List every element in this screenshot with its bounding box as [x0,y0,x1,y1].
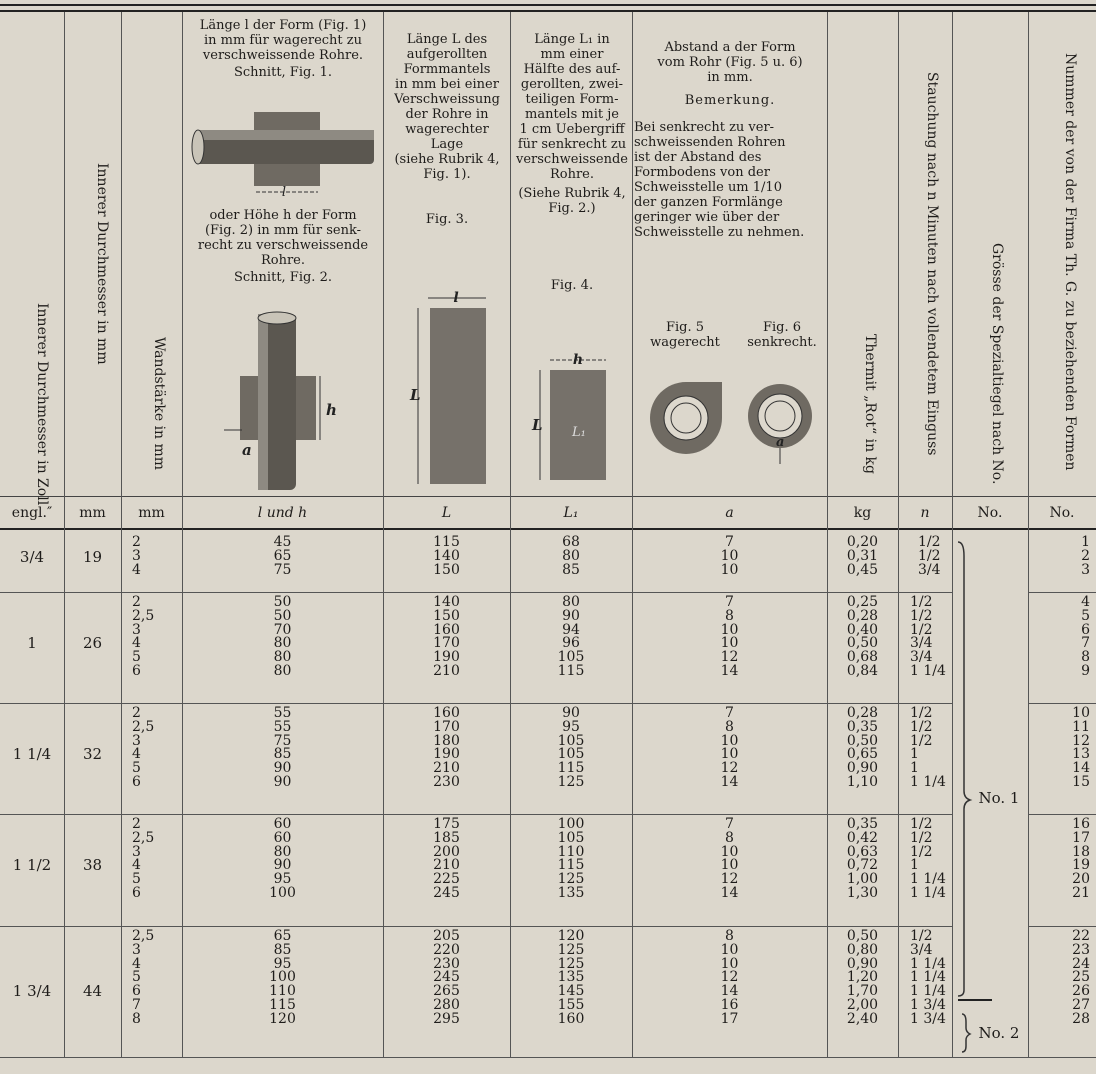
header-L1-line: Länge L₁ in [534,32,610,47]
cell-L: 115 140 150 [433,534,460,578]
cell-a: 7 8 10 10 12 14 [720,705,739,790]
header-L1-line: Hälfte des auf- [523,62,621,77]
fig5-illustration [646,378,736,462]
header-a-bem-line: der ganzen Formlänge [634,195,783,210]
cell-no: 10 11 12 13 14 15 [1072,705,1090,790]
header-L1-line: (Siehe Rubrik 4, [518,186,626,201]
fig2-a-label: a [242,441,252,459]
cell-mm: 44 [82,982,103,1000]
header-L-line: der Rohre in [405,107,489,122]
fig5-sub: wagerecht [650,335,720,350]
fig6-caption [738,320,826,350]
fig6-sub: senkrecht. [747,335,817,350]
cell-L: 175 185 200 210 225 245 [433,816,460,901]
header-stauchung: Stauchung nach n Minuten nach vollendetem Einguss [924,72,940,456]
unit-L1: L₁ [563,505,579,521]
cell-kg: 0,25 0,28 0,40 0,50 0,68 0,84 [846,594,879,679]
fig3-l-label: l [453,290,459,306]
header-a-bem-line: Schweisstelle zu nehmen. [634,225,805,240]
cell-wand: 2 2,5 3 4 5 6 [132,705,155,790]
unit-zoll: engl.″ [11,505,53,521]
header-a-line: vom Rohr (Fig. 5 u. 6) [657,55,803,70]
cell-L: 160 170 180 190 210 230 [433,705,460,790]
header-a-bem-line: Formbodens von der [634,165,770,180]
header-a-bem-line: schweissenden Rohren [634,135,786,150]
header-form-line: Schnitt, Fig. 2. [234,270,332,285]
unit-kg: kg [853,505,872,521]
fig4-illustration [530,352,620,487]
header-form-line: oder Höhe h der Form [209,208,357,223]
header-L-line: wagerechter [405,122,489,137]
header-nummer: Nummer der von der Firma Th. G. zu beziehenden Formen [1062,53,1078,471]
header-L-line: Lage [430,137,464,152]
cell-wand: 2 2,5 3 4 5 6 [132,594,155,679]
group-rule [0,926,952,927]
header-zoll: Innerer Durchmesser in Zoll [34,302,50,506]
group-rule [1028,703,1096,704]
cell-zoll: 3/4 [19,548,45,566]
header-L-line: aufgerollten [406,47,488,62]
cell-wand: 2 2,5 3 4 5 6 [132,816,155,901]
header-L-line: (siehe Rubrik 4, [394,152,500,167]
fig3-illustration [408,290,498,490]
header-a-line: Abstand a der Form [664,40,796,55]
header-L1-line: für senkrecht zu [517,137,627,152]
cell-n: 1/2 1/2 1/2 3/4 3/4 1 1/4 [910,594,946,679]
cell-kg: 0,50 0,80 0,90 1,20 1,70 2,00 2,40 [846,928,879,1027]
header-L-line: Fig. 1). [423,167,471,182]
fig6-a-label: a [776,435,785,450]
cell-a: 7 8 10 10 12 14 [720,816,739,901]
cell-lh: 55 55 75 85 90 90 [273,705,292,790]
fig5-caption [640,320,730,350]
header-L1-line: mm einer [540,47,604,62]
header-L [385,32,509,227]
fig4-h-label: h [572,352,584,368]
header-L-line: Verschweissung [394,92,500,107]
col-line [898,12,899,1057]
cell-L: 140 150 160 170 190 210 [433,594,460,679]
fig6-title: Fig. 6 [762,320,802,335]
header-a-bem-line: Schweisstelle um 1/10 [634,180,782,195]
cell-kg: 0,35 0,42 0,63 0,72 1,00 1,30 [846,816,879,901]
header-L1-line: Fig. 2.) [548,201,596,216]
header-L1-line: gerollten, zwei- [520,77,624,92]
top-rule [0,4,1096,6]
cell-lh: 45 65 75 [273,534,292,578]
cell-L1: 80 90 94 96 105 115 [557,594,585,679]
cell-lh: 65 85 95 100 110 115 120 [269,928,296,1027]
header-L1-fig: Fig. 4. [550,278,594,293]
tiegel-no2: No. 2 [978,1024,1020,1042]
cell-no: 1 2 3 [1081,534,1090,578]
cell-kg: 0,28 0,35 0,50 0,65 0,90 1,10 [846,705,879,790]
col-line [64,12,65,1057]
cell-no: 16 17 18 19 20 21 [1072,816,1090,901]
header-L-fig: Fig. 3. [425,212,469,227]
fig2-illustration [220,310,340,492]
fig4-L1-label: L₁ [572,425,586,440]
cell-n: 1/2 1/2 3/4 [918,534,941,578]
header-a-bem-line: ist der Abstand des [634,150,762,165]
header-form-line: Rohre. [260,253,306,268]
cell-wand: 2 3 4 [132,534,141,578]
unit-mm: mm [79,505,106,521]
unit-tiegel: No. [977,505,1003,521]
unit-nummer: No. [1049,505,1075,521]
header-form [184,18,382,80]
cell-kg: 0,20 0,31 0,45 [846,534,879,578]
unit-n: n [920,505,930,521]
header-L1-line: Rohre. [549,167,595,182]
header-L1-line: mantels mit je [525,107,619,122]
header-L-line: in mm bei einer [395,77,499,92]
unit-a: a [725,505,734,521]
cell-L1: 90 95 105 105 115 125 [557,705,585,790]
col-line [121,12,122,1057]
cell-wand: 2,5 3 4 5 6 7 8 [132,928,155,1027]
cell-no: 22 23 24 25 26 27 28 [1072,928,1090,1027]
cell-zoll: 1 3/4 [12,982,52,1000]
cell-L1: 100 105 110 115 125 135 [557,816,585,901]
header-form-line: (Fig. 2) in mm für senk- [204,223,362,238]
header-a-line: in mm. [707,70,753,85]
cell-L: 205 220 230 245 265 280 295 [433,928,460,1027]
cell-lh: 60 60 80 90 95 100 [269,816,296,901]
bottom-rule [0,1057,1096,1058]
header-form-line: recht zu verschweissende [197,238,369,253]
group-rule [0,703,952,704]
header-form-line: Länge l der Form (Fig. 1) [199,18,367,33]
fig5-title: Fig. 5 [665,320,705,335]
group-rule [1028,926,1096,927]
group-rule [1028,592,1096,593]
cell-L1: 68 80 85 [562,534,580,578]
fig1-illustration [188,108,380,198]
cell-L1: 120 125 125 135 145 155 160 [557,928,585,1027]
fig4-L-label: L [532,416,543,434]
header-L-line: Länge L des [406,32,488,47]
cell-mm: 26 [82,634,103,652]
unit-lh: l und h [257,505,308,521]
header-a-bemerkung [634,120,826,240]
cell-zoll: 1 [27,634,37,652]
header-L1 [512,32,632,293]
cell-no: 4 5 6 7 8 9 [1081,594,1090,679]
top-rule-2 [0,10,1096,12]
fig3-L-label: L [410,386,421,404]
header-mm: Innerer Durchmesser in mm [94,163,110,365]
header-thermit: Thermit „Rot“ in kg [862,333,878,474]
unit-L: L [441,505,452,521]
cell-zoll: 1 1/4 [12,745,52,763]
group-rule [1028,814,1096,815]
cell-mm: 19 [82,548,103,566]
header-wand: Wandstärke in mm [151,337,167,471]
header-form-2 [184,208,382,285]
header-L1-line: verschweissende [516,152,628,167]
header-tiegel: Grösse der Spezialtiegel nach No. [989,243,1005,485]
cell-lh: 50 50 70 80 80 80 [273,594,292,679]
header-L1-line: 1 cm Uebergriff [519,122,625,137]
header-a [634,40,826,108]
fig1-l-label: l [281,185,287,198]
header-L-line: Formmantels [403,62,491,77]
fig2-h-label: h [326,401,337,419]
cell-mm: 38 [82,856,103,874]
tiegel-no1: No. 1 [978,789,1020,807]
header-L1-line: teiligen Form- [525,92,619,107]
cell-mm: 32 [82,745,103,763]
cell-n: 1/2 3/4 1 1/4 1 1/4 1 1/4 1 3/4 1 3/4 [910,928,946,1027]
cell-a: 7 10 10 [720,534,739,578]
fig6-illustration [742,380,822,470]
header-form-line: verschweissende Rohre. [202,48,364,63]
group-rule [0,814,952,815]
header-form-line: in mm für wagerecht zu [203,33,362,48]
cell-a: 7 8 10 10 12 14 [720,594,739,679]
header-a-bem-line: Bei senkrecht zu ver- [634,120,775,135]
cell-zoll: 1 1/2 [12,856,52,874]
cell-n: 1/2 1/2 1/2 1 1 1/4 1 1/4 [910,816,946,901]
unit-wand: mm [138,505,165,521]
cell-n: 1/2 1/2 1/2 1 1 1 1/4 [910,705,946,790]
header-a-bem-line: geringer wie über der [634,210,780,225]
header-a-title: Bemerkung. [684,93,776,108]
header-form-line: Schnitt, Fig. 1. [234,65,332,80]
cell-a: 8 10 10 12 14 16 17 [720,928,739,1027]
